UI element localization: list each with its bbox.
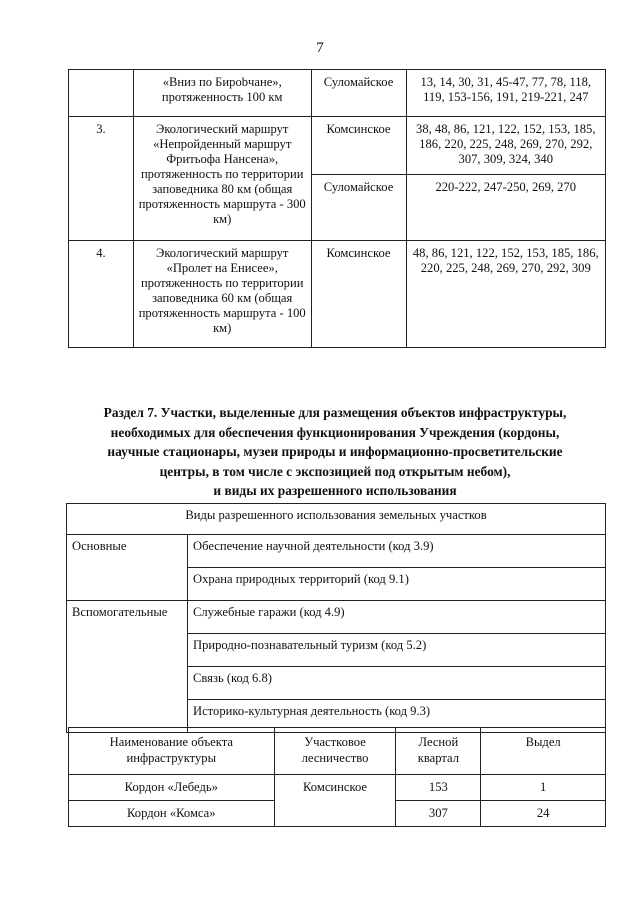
permitted-use-table (66, 503, 606, 733)
table-row (67, 504, 606, 535)
site-plot: 24 (481, 801, 606, 827)
table-row (69, 775, 606, 801)
section-title-line: научные стационары, музеи природы и информационно-просветительские (107, 444, 563, 459)
site-plot: 1 (481, 775, 606, 801)
site-quarter: 153 (396, 775, 481, 801)
route-forestry: Суломайское (311, 70, 406, 117)
column-header: Выдел (481, 728, 606, 775)
use-item: Служебные гаражи (код 4.9) (188, 601, 606, 634)
route-forestry: Комсинское (311, 117, 406, 175)
main-uses-label: Основные (67, 535, 188, 601)
route-forestry: Суломайское (311, 175, 406, 241)
section-title-line: центры, в том числе с экспозицией под открытым небом), (159, 463, 511, 479)
column-header: Лесной квартал (396, 728, 481, 775)
route-quarters: 38, 48, 86, 121, 122, 152, 153, 185, 186, 220, 225, 248, 269, 270, 292, 307, 309, 324, 340 (406, 117, 605, 175)
route-number (69, 70, 134, 117)
table-row (69, 117, 606, 175)
site-quarter: 307 (396, 801, 481, 827)
routes-table (68, 69, 606, 348)
route-number: 4. (69, 241, 134, 348)
route-forestry: Комсинское (311, 241, 406, 348)
section-title-line: и виды их разрешенного использования (213, 483, 457, 498)
section-title (70, 403, 600, 501)
route-quarters: 13, 14, 30, 31, 45-47, 77, 78, 118, 119, 153-156, 191, 219-221, 247 (406, 70, 605, 117)
use-item: Историко-культурная деятельность (код 9.3) (188, 700, 606, 733)
site-name: Кордон «Комса» (69, 801, 275, 827)
table-row (67, 601, 606, 634)
column-header: Участковое лесничество (274, 728, 396, 775)
site-forestry: Комсинское (274, 775, 396, 827)
aux-uses-label: Вспомогательные (67, 601, 188, 733)
route-quarters: 220-222, 247-250, 269, 270 (406, 175, 605, 241)
route-name: Экологический маршрут «Пролет на Енисее», протяженность по территории заповедника 60 км (общая протяженность маршрута - 100 км) (133, 241, 311, 348)
route-quarters: 48, 86, 121, 122, 152, 153, 185, 186, 220, 225, 248, 269, 270, 292, 309 (406, 241, 605, 348)
table-row (69, 70, 606, 117)
infrastructure-sites-table (68, 727, 606, 827)
use-item: Связь (код 6.8) (188, 667, 606, 700)
section-title-line: Раздел 7. Участки, выделенные для размещения объектов инфраструктуры, (103, 405, 567, 420)
permitted-use-header: Виды разрешенного использования земельных участков (67, 504, 606, 535)
column-header: Наименование объекта инфраструктуры (69, 728, 275, 775)
site-name: Кордон «Лебедь» (69, 775, 275, 801)
use-item: Обеспечение научной деятельности (код 3.9) (188, 535, 606, 568)
use-item: Природно-познавательный туризм (код 5.2) (188, 634, 606, 667)
section-title-line: необходимых для обеспечения функционирования Учреждения (кордоны, (110, 424, 560, 440)
page-number: 7 (316, 40, 324, 56)
table-row (69, 728, 606, 775)
route-number: 3. (69, 117, 134, 241)
use-item: Охрана природных территорий (код 9.1) (188, 568, 606, 601)
table-row (67, 535, 606, 568)
route-name: Экологический маршрут «Непройденный маршрут Фритьофа Нансена», протяженность по территории заповедника 80 км (общая протяженность маршрута - 300 км) (133, 117, 311, 241)
table-row (69, 241, 606, 348)
route-name: «Вниз по Бирobчане», протяженность 100 км (133, 70, 311, 117)
